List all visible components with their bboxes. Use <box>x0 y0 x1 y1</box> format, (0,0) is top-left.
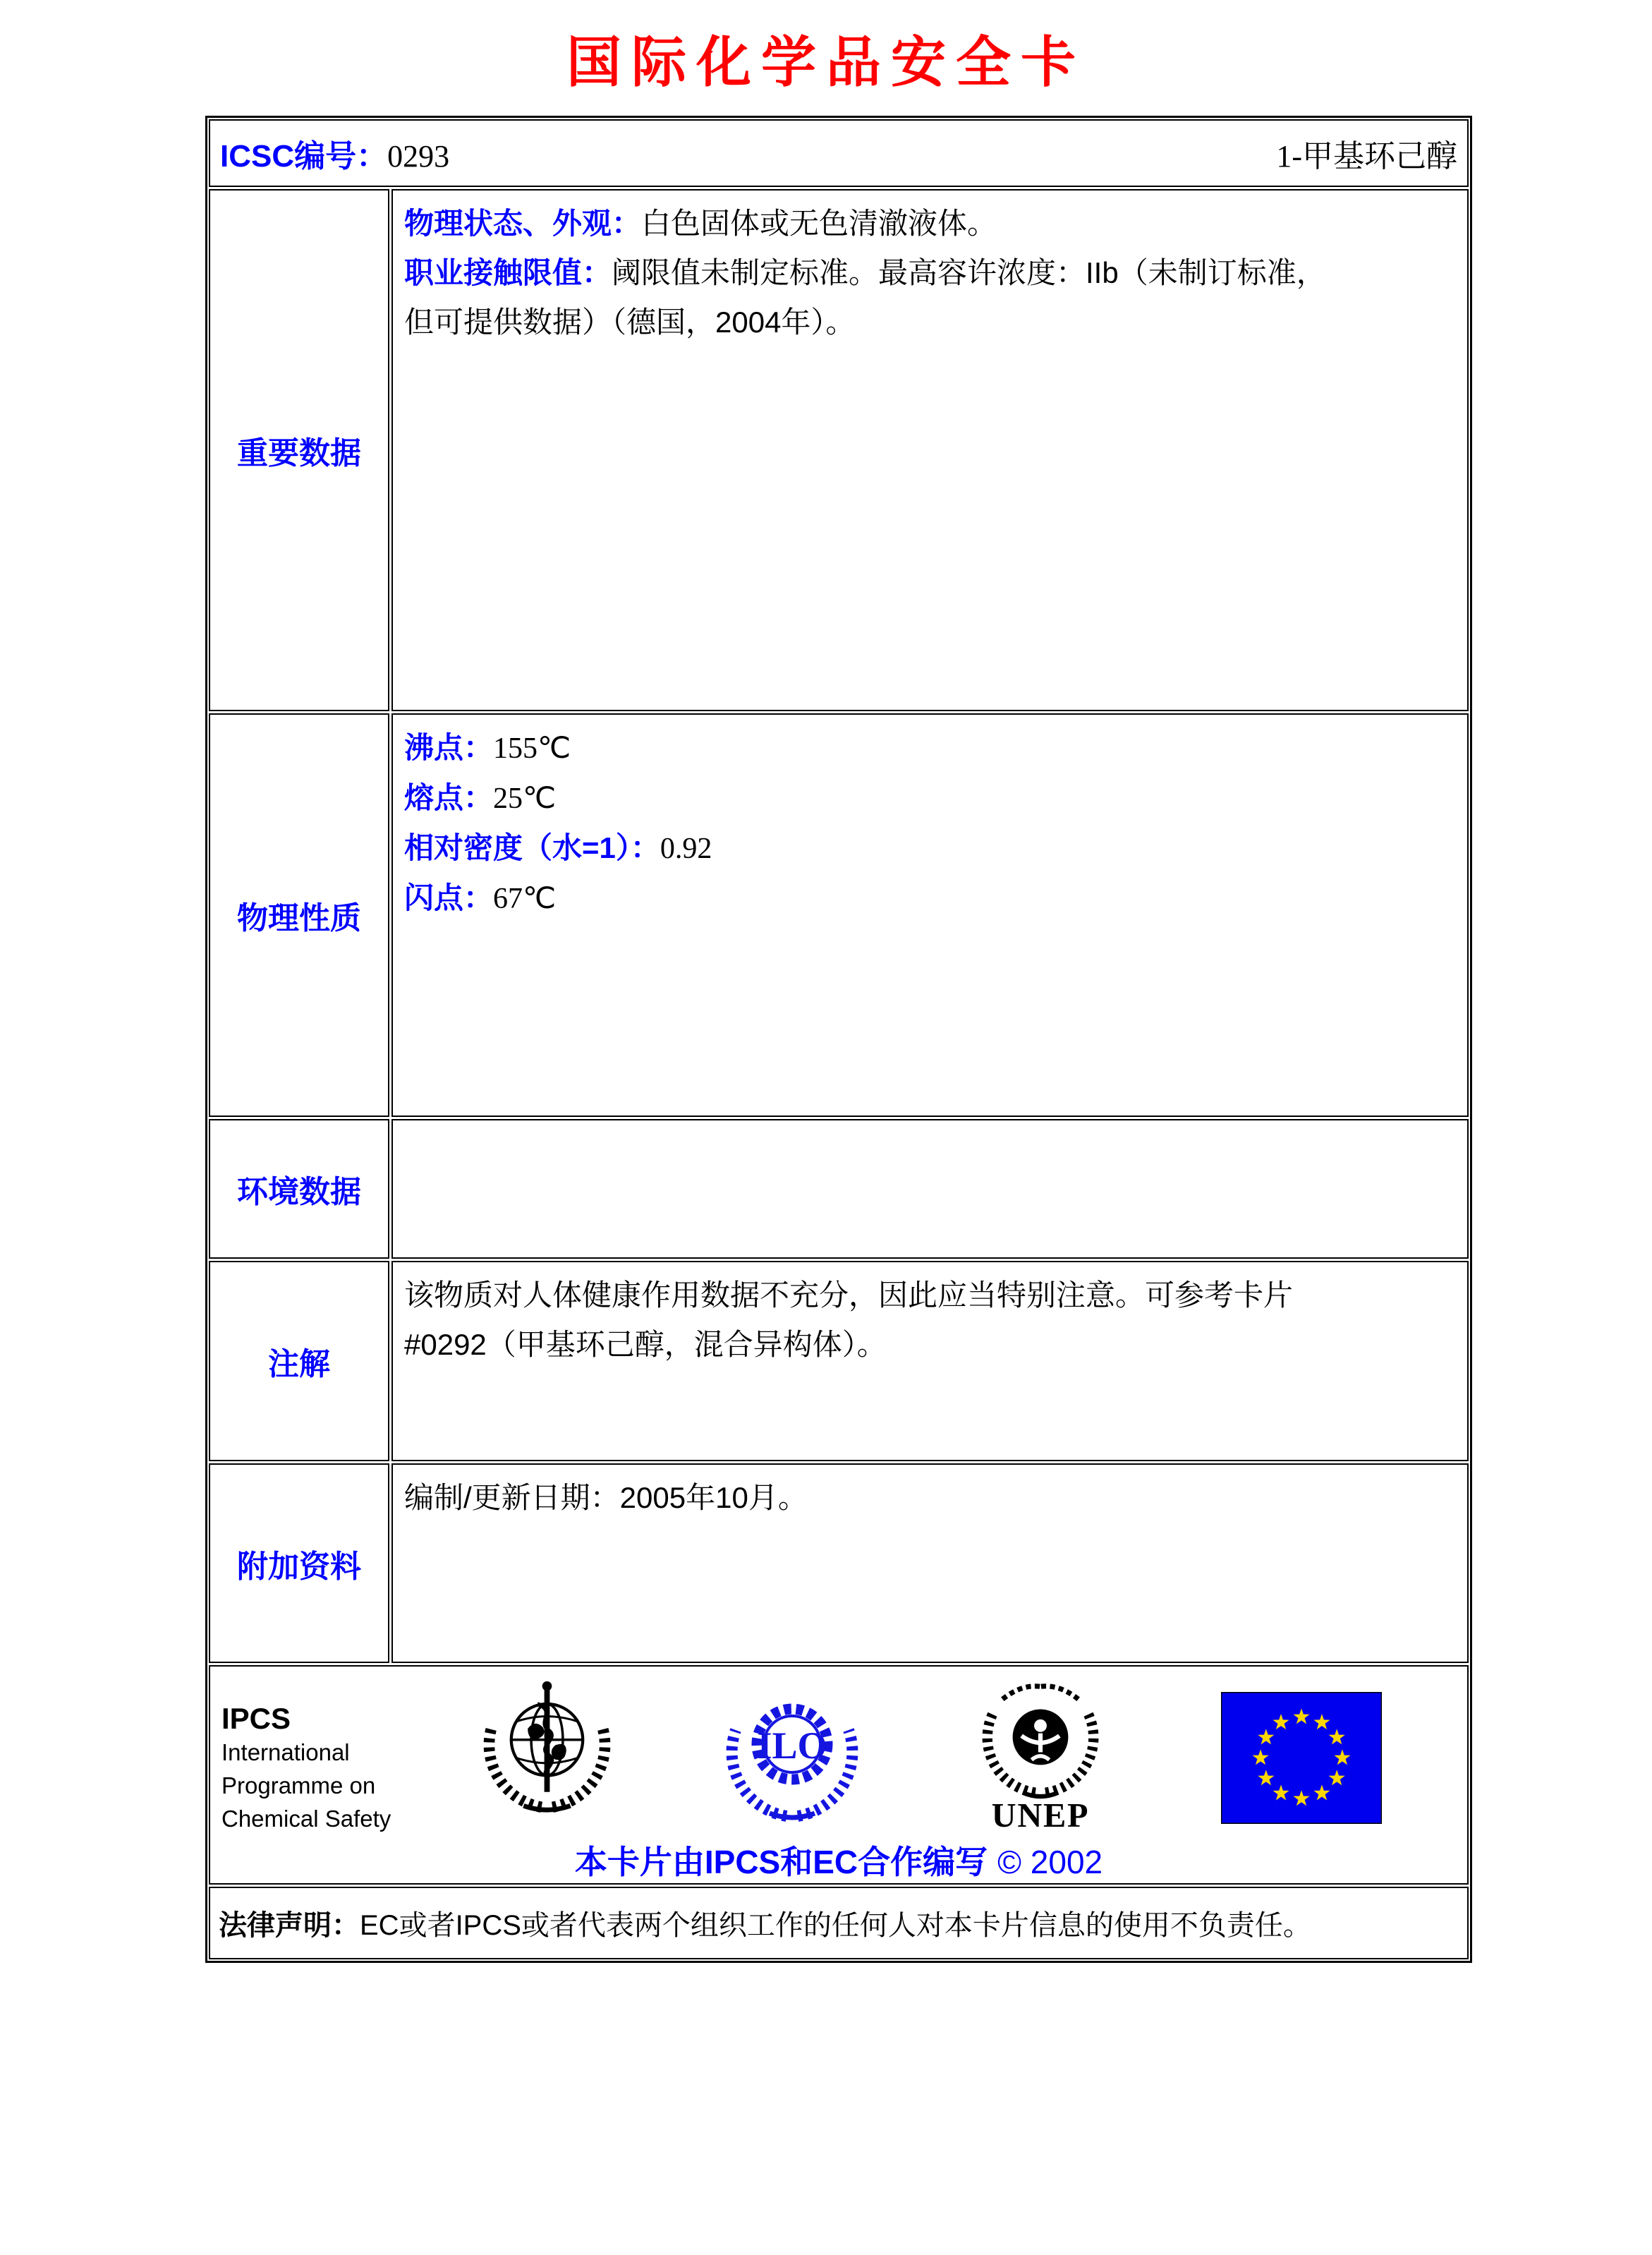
exposure-limit-paragraph <box>404 248 1456 347</box>
melting-point-value: 25℃ <box>493 782 557 815</box>
boiling-point-value: 155℃ <box>493 732 571 765</box>
ipcs-line2: Programme on <box>221 1772 376 1798</box>
notes-text-line2: #0292（甲基环己醇，混合异构体）。 <box>404 1328 887 1361</box>
relative-density-value: 0.92 <box>660 833 712 865</box>
logos-row <box>209 1665 1469 1885</box>
notes-content <box>391 1261 1469 1461</box>
legal-row <box>209 1887 1469 1959</box>
legal-statement-text: EC或者IPCS或者代表两个组织工作的任何人对本卡片信息的使用不负责任。 <box>360 1910 1311 1941</box>
notes-text-line1: 该物质对人体健康作用数据不充分，因此应当特别注意。可参考卡片 <box>404 1278 1294 1312</box>
boiling-point-line <box>404 723 1456 773</box>
cooperation-caption <box>210 1837 1467 1883</box>
ilo-letters: ILO <box>757 1724 827 1767</box>
eu-flag-icon <box>1221 1692 1382 1824</box>
physical-state-label: 物理状态、外观： <box>404 207 642 240</box>
additional-info-section-label: 附加资料 <box>209 1463 389 1663</box>
environmental-data-section-label: 环境数据 <box>209 1119 389 1259</box>
chemical-name: 1-甲基环己醇 <box>1276 139 1457 174</box>
flash-point-value: 67℃ <box>493 883 557 915</box>
additional-info-row <box>209 1463 1469 1663</box>
physical-properties-section-label: 物理性质 <box>209 713 389 1117</box>
ipcs-acronym: IPCS <box>221 1702 291 1735</box>
unep-logo-icon <box>977 1676 1104 1833</box>
boiling-point-label: 沸点： <box>404 731 494 764</box>
copyright-year: © 2002 <box>997 1844 1103 1880</box>
relative-density-line <box>404 823 1456 873</box>
page-title: 国际化学品安全卡 <box>566 32 1086 93</box>
notes-section-label: 注解 <box>209 1261 389 1461</box>
relative-density-label: 相对密度（水=1）： <box>404 831 660 864</box>
header-row <box>209 119 1469 187</box>
important-data-content <box>391 189 1469 711</box>
icsc-number-label: ICSC编号： <box>220 139 388 174</box>
environmental-data-content <box>391 1119 1469 1259</box>
ilo-logo-icon <box>722 1682 863 1823</box>
additional-info-content: 编制/更新日期：2005年10月。 <box>391 1463 1469 1663</box>
exposure-limit-text-line1: 阈限值未制定标准。最高容许浓度：IIb（未制订标准， <box>612 256 1326 289</box>
icsc-number-field <box>220 131 449 176</box>
flash-point-label: 闪点： <box>404 881 494 914</box>
physical-properties-content <box>391 713 1469 1117</box>
legal-statement-label: 法律声明： <box>219 1910 360 1941</box>
physical-properties-row <box>209 713 1469 1117</box>
unep-letters: UNEP <box>991 1797 1090 1833</box>
ipcs-text-block <box>221 1676 447 1835</box>
physical-state-text: 白色固体或无色清澈液体。 <box>641 207 997 240</box>
legal-statement <box>219 1903 1311 1943</box>
notes-row <box>209 1261 1469 1461</box>
logos-strip <box>210 1667 1467 1835</box>
important-data-row <box>209 189 1469 711</box>
exposure-limit-text-line2: 但可提供数据）（德国，2004年）。 <box>404 306 856 339</box>
important-data-section-label: 重要数据 <box>209 189 389 711</box>
icsc-number-value: 0293 <box>387 139 450 174</box>
icsc-card-table <box>205 116 1472 1963</box>
environmental-data-row <box>209 1119 1469 1259</box>
flash-point-line <box>404 873 1456 924</box>
exposure-limit-label: 职业接触限值： <box>404 256 612 289</box>
cooperation-caption-text: 本卡片由IPCS和EC合作编写 <box>574 1844 988 1880</box>
ipcs-line3: Chemical Safety <box>221 1806 391 1832</box>
ipcs-line1: International <box>221 1739 350 1765</box>
who-logo-icon <box>478 1676 616 1814</box>
physical-state-paragraph <box>404 199 1456 248</box>
melting-point-line <box>404 773 1456 823</box>
melting-point-label: 熔点： <box>404 781 494 814</box>
